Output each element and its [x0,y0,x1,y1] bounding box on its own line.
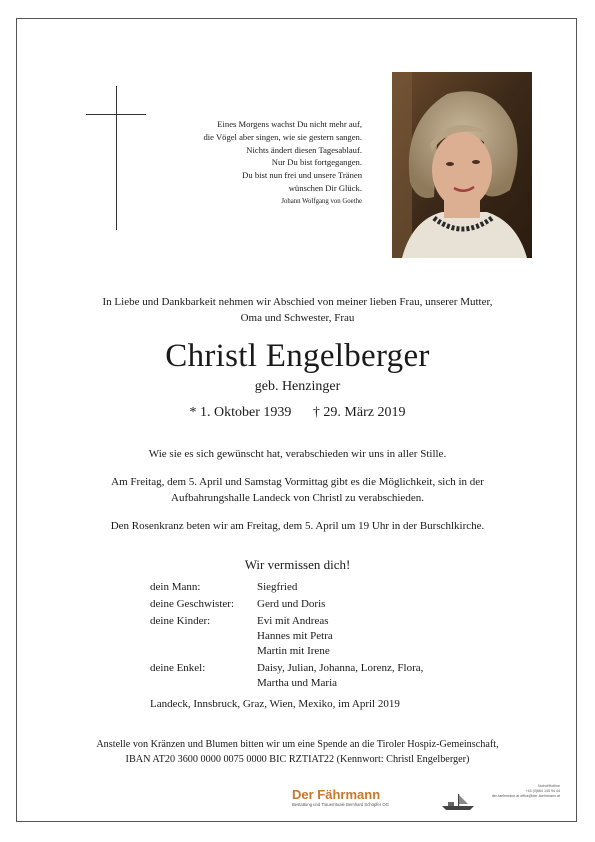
poem-line: Du bist nun frei und unsere Tränen [242,170,362,181]
mourner-row [150,614,480,659]
paragraph-line: Den Rosenkranz beten wir am Freitag, dem 5. April um 19 Uhr in der Burschlkirche. [110,520,485,532]
mourner-name: Martha und Maria [257,677,338,689]
contact-line: der-faehrmann.at office@der-faehrmann.at [491,794,560,799]
poem-line: Nichts ändert diesen Tagesablauf. [246,144,362,155]
paragraph-line: Am Freitag, dem 5. April und Samstag Vormittag gibt es die Möglichkeit, sich in der [111,476,484,488]
poem-line: die Vögel aber singen, wie sie gestern sangen. [203,131,362,142]
paragraph-rosenkranz [40,518,555,534]
mourner-name: Siegfried [257,581,298,593]
contact-line: +43 (0)664 145 94 44 [525,789,560,794]
contact-line: Notruf/Hotline [538,784,560,788]
birth-name: geb. Henzinger [254,379,341,394]
portrait-photo [392,72,532,258]
paragraph-aufbahrung [40,474,555,506]
intro-text [40,294,555,326]
contact-info [476,784,560,800]
mourner-role: deine Enkel: [150,662,206,674]
mourner-row [150,661,480,691]
paragraph-line: Aufbahrungshalle Landeck von Christl zu verabschieden. [171,492,424,504]
donation-line: Anstelle von Kränzen und Blumen bitten wir um eine Spende an die Tiroler Hospiz-Gemeinschaft, [96,739,499,750]
death-date: † 29. März 2019 [312,405,406,420]
intro-line: In Liebe und Dankbarkeit nehmen wir Abschied von meiner lieben Frau, unserer Mutter, [102,296,493,308]
mourner-row [150,580,480,595]
funeral-home-logo [292,788,442,808]
mourner-names [257,597,477,612]
mourner-names [257,614,477,659]
portrait-image [392,72,532,258]
ferry-boat-icon [440,790,476,812]
poem-line: Eines Morgens wachst Du nicht mehr auf, [217,119,362,129]
poem-line: Nur Du bist fortgegangen. [271,157,362,168]
mourner-role: deine Geschwister: [150,598,234,610]
mourners-list [150,580,480,693]
mourner-names [257,580,477,595]
paragraph-stille [40,446,555,462]
mourner-names [257,661,477,691]
logo-subtitle: Bestattung und Trauerrituale Bernhard Schöpfer OG [292,802,389,807]
miss-you-heading: Wir vermissen dich! [244,557,351,572]
paragraph-line: Wie sie es sich gewünscht hat, verabschieden wir uns in aller Stille. [148,448,447,460]
cross-horizontal [86,114,146,115]
poem [150,118,362,209]
logo-name: Der Fährmann [292,787,381,802]
mourner-name: Evi mit Andreas [257,615,329,627]
deceased-name: Christl Engelberger [165,338,430,374]
mourner-role: dein Mann: [150,581,201,593]
poem-author: Johann Wolfgang von Goethe [281,197,362,205]
mourner-name: Gerd und Doris [257,598,326,610]
intro-line: Oma und Schwester, Frau [240,312,355,324]
life-dates [0,404,595,422]
birth-date: * 1. Oktober 1939 [189,405,292,420]
cross-vertical [116,86,117,230]
mourner-role: deine Kinder: [150,615,211,627]
mourner-name: Martin mit Irene [257,645,330,657]
donation-iban: IBAN AT20 3600 0000 0075 0000 BIC RZTIAT22 (Kennwort: Christl Engelberger) [125,753,470,765]
poem-line: wünschen Dir Glück. [288,182,362,193]
mourner-row [150,597,480,612]
donation-note [40,738,555,767]
mourner-name: Hannes mit Petra [257,630,333,642]
place-date: Landeck, Innsbruck, Graz, Wien, Mexiko, im April 2019 [150,698,400,710]
mourner-name: Daisy, Julian, Johanna, Lorenz, Flora, [257,662,424,674]
